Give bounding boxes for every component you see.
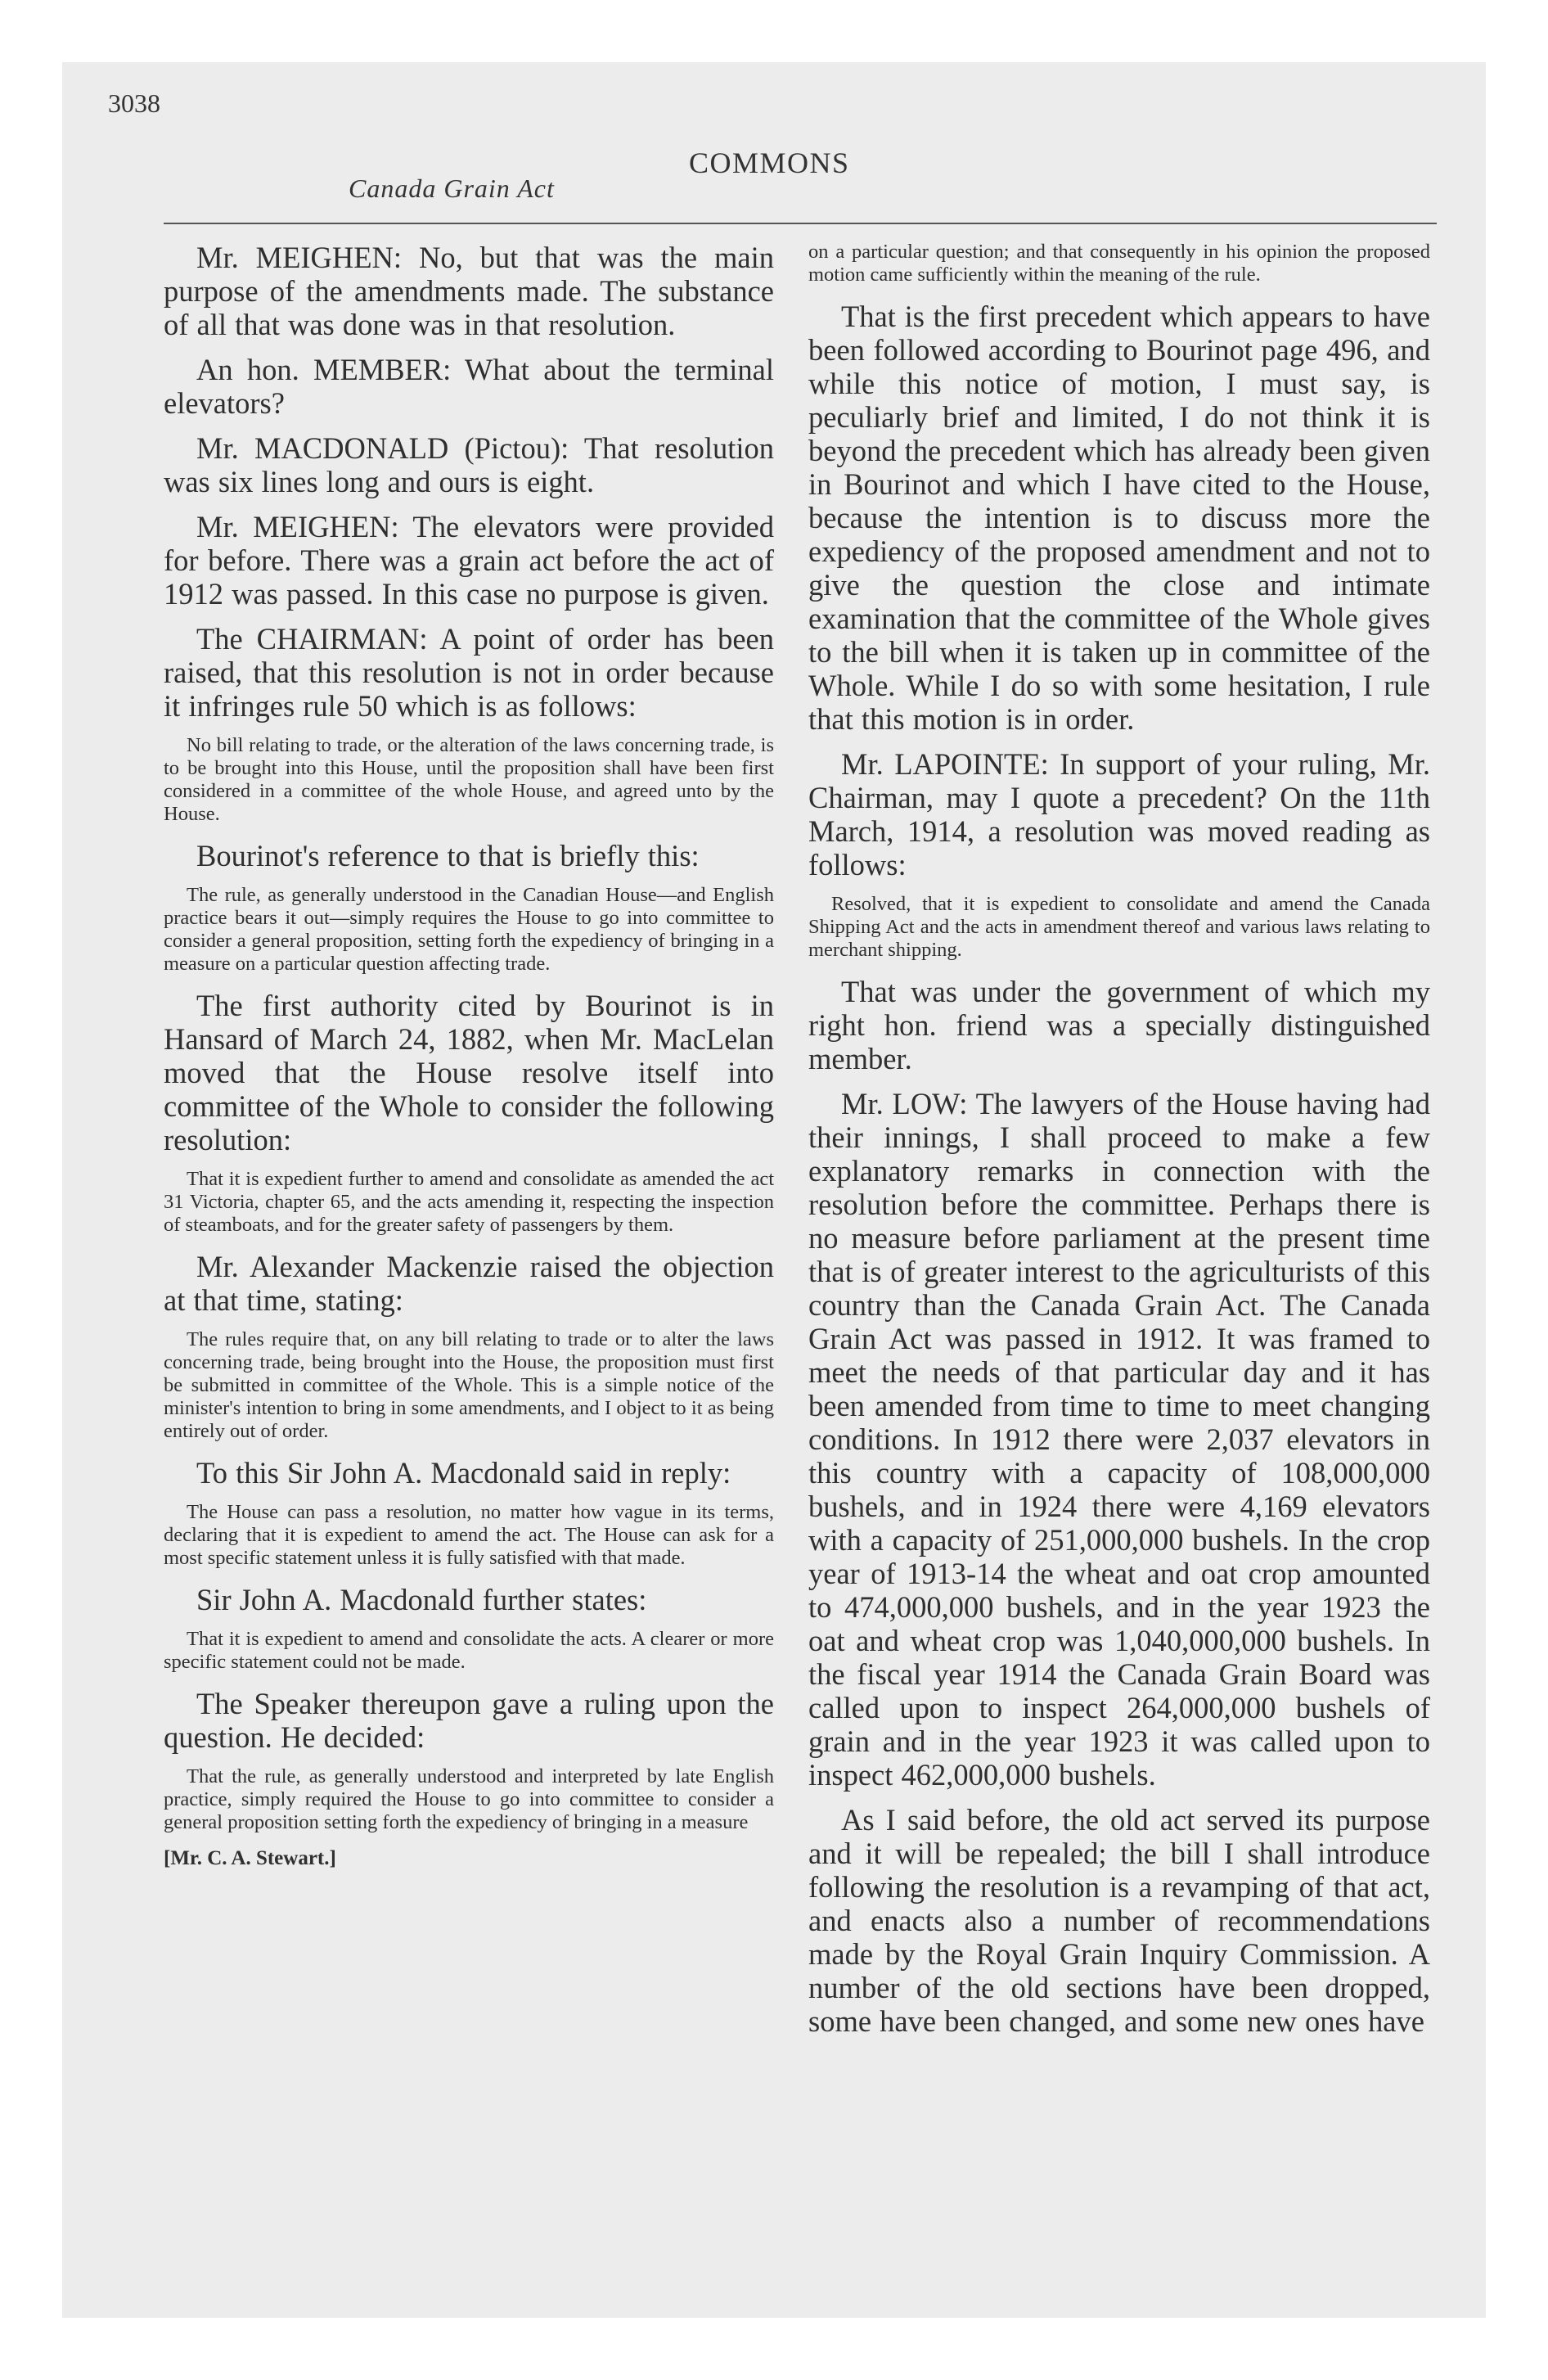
speech-paragraph: Sir John A. Macdonald further states: bbox=[196, 1583, 647, 1616]
speaker-signature: [Mr. C. A. Stewart.] bbox=[164, 1847, 336, 1869]
left-column bbox=[164, 241, 774, 1870]
quoted-passage: The rules require that, on any bill relating to trade or to alter the laws concerning trade, being brought into the House, the proposition must first be submitted in committee of the Whole. This is a simple notice of the minister's intention to bring in some amendments, and I object to it as being entirely out of order. bbox=[164, 1328, 774, 1442]
quoted-passage: Resolved, that it is expedient to consolidate and amend the Canada Shipping Act and the acts in amendment thereof and various laws relating to merchant shipping. bbox=[808, 893, 1430, 961]
quoted-passage: That the rule, as generally understood and interpreted by late English practice, simply required the House to go into committee to consider a general proposition setting forth the expediency of bringing in a measure bbox=[164, 1765, 774, 1833]
speech-paragraph: Mr. MEIGHEN: The elevators were provided for before. There was a grain act before the act of 1912 was passed. In this case no purpose is given. bbox=[164, 510, 774, 611]
right-column bbox=[808, 241, 1430, 2049]
speech-paragraph: The first authority cited by Bourinot is in Hansard of March 24, 1882, when Mr. MacLelan moved that the House resolve itself into committee of the Whole to consider the following resolution: bbox=[164, 989, 774, 1156]
quoted-passage: That it is expedient further to amend and consolidate as amended the act 31 Victoria, chapter 65, and the acts amending it, respecting the inspection of steamboats, and for the greater safety of passengers by them. bbox=[164, 1168, 774, 1236]
speech-paragraph: As I said before, the old act served its purpose and it will be repealed; the bill I shall introduce following the resolution is a revamping of that act, and enacts also a number of recommendations made by the Royal Grain Inquiry Commission. A number of the old sections have been dropped, some have been changed, and some new ones have bbox=[808, 1803, 1430, 2038]
speech-paragraph: Mr. MACDONALD (Pictou): That resolution was six lines long and ours is eight. bbox=[164, 431, 774, 498]
page-number: 3038 bbox=[108, 88, 160, 118]
quoted-passage: The House can pass a resolution, no matter how vague in its terms, declaring that it is expedient to amend the act. The House can ask for a most specific statement unless it is fully satisfied with that made. bbox=[164, 1501, 774, 1569]
quoted-passage: No bill relating to trade, or the alteration of the laws concerning trade, is to be brought into this House, until the proposition shall have been first considered in a committee of the whole House, and agreed unto by the House. bbox=[164, 734, 774, 825]
speech-paragraph: That is the first precedent which appears to have been followed according to Bourinot page 496, and while this notice of motion, I must say, is peculiarly brief and limited, I do not think it is beyond the precedent which has already been given in Bourinot and which I have cited to the House, because the intention is to discuss more the expediency of the proposed amendment and not to give the question the close and intimate examination that the committee of the Whole gives to the bill when it is taken up in committee of the Whole. While I do so with some hesitation, I rule that this motion is in order. bbox=[808, 300, 1431, 736]
section-title: COMMONS bbox=[689, 146, 850, 179]
speech-paragraph: Mr. MEIGHEN: No, but that was the main purpose of the amendments made. The substance of all that was done was in that resolution. bbox=[164, 241, 774, 341]
speech-paragraph: The CHAIRMAN: A point of order has been raised, that this resolution is not in order because it infringes rule 50 which is as follows: bbox=[164, 622, 774, 723]
running-title: Canada Grain Act bbox=[349, 174, 555, 203]
speech-paragraph: That was under the government of which my right hon. friend was a specially distinguished member. bbox=[808, 975, 1430, 1075]
speech-paragraph: Mr. Alexander Mackenzie raised the objection at that time, stating: bbox=[164, 1250, 774, 1317]
speech-paragraph: An hon. MEMBER: What about the terminal elevators? bbox=[164, 353, 774, 420]
speech-paragraph: Mr. LOW: The lawyers of the House having had their innings, I shall proceed to make a few explanatory remarks in connection with the resolution before the committee. Perhaps there is no measure before parliament at the present time that is of greater interest to the agriculturists of this country than the Canada Grain Act. The Canada Grain Act was passed in 1912. It was framed to meet the needs of that particular day and it has been amended from time to time to meet changing conditions. In 1912 there were 2,037 elevators in this country with a capacity of 108,000,000 bushels, and in 1924 there were 4,169 elevators with a capacity of 251,000,000 bushels. In the crop year of 1913-14 the wheat and oat crop amounted to 474,000,000 bushels, and in the year 1923 the oat and wheat crop was 1,040,000,000 bushels. In the fiscal year 1914 the Canada Grain Board was called upon to inspect 264,000,000 bushels of grain and in the year 1923 it was called upon to inspect 462,000,000 bushels. bbox=[808, 1087, 1430, 1792]
speech-paragraph: Bourinot's reference to that is briefly this: bbox=[196, 839, 700, 872]
header-rule bbox=[164, 223, 1437, 224]
quoted-passage: on a particular question; and that consequently in his opinion the proposed motion came sufficiently within the meaning of the rule. bbox=[808, 241, 1430, 286]
speech-paragraph: Mr. LAPOINTE: In support of your ruling, Mr. Chairman, may I quote a precedent? On the 11th March, 1914, a resolution was moved reading as follows: bbox=[808, 747, 1430, 881]
speech-paragraph: The Speaker thereupon gave a ruling upon the question. He decided: bbox=[164, 1687, 774, 1754]
quoted-passage: The rule, as generally understood in the Canadian House—and English practice bears it out—simply requires the House to go into committee to consider a general proposition, setting forth the expediency of bringing in a measure on a particular question affecting trade. bbox=[164, 884, 774, 975]
quoted-passage: That it is expedient to amend and consolidate the acts. A clearer or more specific statement could not be made. bbox=[164, 1628, 774, 1673]
speech-paragraph: To this Sir John A. Macdonald said in reply: bbox=[196, 1456, 731, 1490]
